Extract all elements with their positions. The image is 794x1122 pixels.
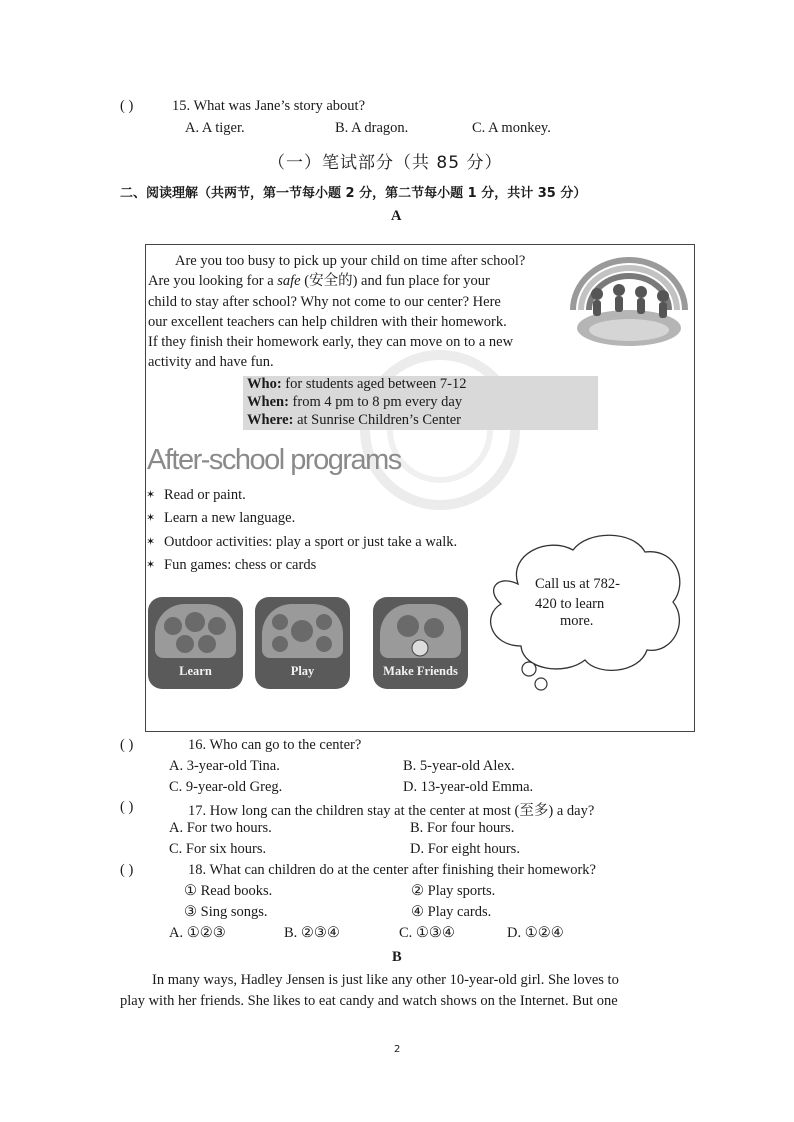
option-d[interactable]: D. For eight hours. <box>410 841 520 857</box>
passage-b-line: In many ways, Hadley Jensen is just like any other 10-year-old girl. She loves to <box>152 972 619 988</box>
program-item: ✶ Fun games: chess or cards <box>146 557 317 573</box>
section-title: 二、阅读理解（共两节，第一节每小题 2 分，第二节每小题 1 分，共计 35 分） <box>120 186 587 201</box>
option-b[interactable]: B. 5-year-old Alex. <box>403 758 515 774</box>
option-c[interactable]: C. ①③④ <box>399 925 455 941</box>
star-bullet-icon: ✶ <box>146 512 156 524</box>
page-number: 2 <box>394 1044 401 1055</box>
tv-label: Make Friends <box>383 664 458 678</box>
program-item: ✶ Outdoor activities: play a sport or just take a walk. <box>146 534 458 550</box>
option-d[interactable]: D. ①②④ <box>507 925 564 941</box>
choice-item: ④ Play cards. <box>411 904 492 920</box>
info-when: When: from 4 pm to 8 pm every day <box>247 394 463 410</box>
program-item: ✶ Read or paint. <box>146 487 246 503</box>
children-photo-icon <box>155 604 236 658</box>
star-bullet-icon: ✶ <box>146 489 156 501</box>
tv-frame-make-friends <box>373 597 468 689</box>
cloud-text: 420 to learn <box>535 596 605 612</box>
option-b[interactable]: B. ②③④ <box>284 925 340 941</box>
cloud-text: more. <box>560 613 594 629</box>
program-item: ✶ Learn a new language. <box>146 510 296 526</box>
children-photo-icon <box>380 604 461 658</box>
tv-label: Play <box>290 664 315 678</box>
watermark-emblem-icon <box>300 350 580 510</box>
question-16-stem: 16. Who can go to the center? <box>188 737 362 753</box>
passage-b-line: play with her friends. She likes to eat candy and watch shows on the Internet. But one <box>120 993 618 1009</box>
option-d[interactable]: D. 13-year-old Emma. <box>403 779 534 795</box>
children-photo-icon <box>262 604 343 658</box>
choice-item: ② Play sports. <box>411 883 496 899</box>
answer-paren[interactable]: ( ) <box>120 98 134 114</box>
option-c[interactable]: C. For six hours. <box>169 841 267 857</box>
option-c[interactable]: C. A monkey. <box>472 120 551 136</box>
choice-item: ③ Sing songs. <box>184 904 268 920</box>
option-a[interactable]: A. A tiger. <box>185 120 245 136</box>
tv-frame-learn <box>148 597 243 689</box>
option-b[interactable]: B. A dragon. <box>335 120 409 136</box>
question-15-stem: 15. What was Jane’s story about? <box>172 98 366 114</box>
kids-rainbow-illustration <box>567 250 691 350</box>
option-a[interactable]: A. ①②③ <box>169 925 226 941</box>
question-17-stem: 17. How long can the children stay at the center at most (至多) a day? <box>188 803 595 819</box>
answer-paren[interactable]: ( ) <box>120 799 134 815</box>
programs-title: After-school programs <box>147 444 401 476</box>
option-c[interactable]: C. 9-year-old Greg. <box>169 779 283 795</box>
part-title: （一）笔试部分（共 85 分） <box>268 153 503 173</box>
intro-paragraph: Are you too busy to pick up your child on time after school? Are you looking for a safe (安全的) and fun place for your child to stay after school? Why not come to our center? Here our excellent teachers can help children with their homework. If they finish their homework early, they can move on to a new activity and have fun. <box>148 253 526 371</box>
choice-item: ① Read books. <box>184 883 273 899</box>
tv-frame-play <box>255 597 350 689</box>
option-b[interactable]: B. For four hours. <box>410 820 515 836</box>
star-bullet-icon: ✶ <box>146 559 156 571</box>
question-18-stem: 18. What can children do at the center after finishing their homework? <box>188 862 596 878</box>
option-a[interactable]: A. For two hours. <box>169 820 272 836</box>
info-where: Where: at Sunrise Children’s Center <box>247 412 461 428</box>
info-who: Who: for students aged between 7-12 <box>247 376 467 392</box>
answer-paren[interactable]: ( ) <box>120 737 134 753</box>
passage-a-label: A <box>391 208 402 224</box>
option-a[interactable]: A. 3-year-old Tina. <box>169 758 280 774</box>
answer-paren[interactable]: ( ) <box>120 862 134 878</box>
passage-b-label: B <box>392 949 402 965</box>
tv-label: Learn <box>179 664 212 678</box>
star-bullet-icon: ✶ <box>146 536 156 548</box>
cloud-text: Call us at 782- <box>535 576 620 592</box>
